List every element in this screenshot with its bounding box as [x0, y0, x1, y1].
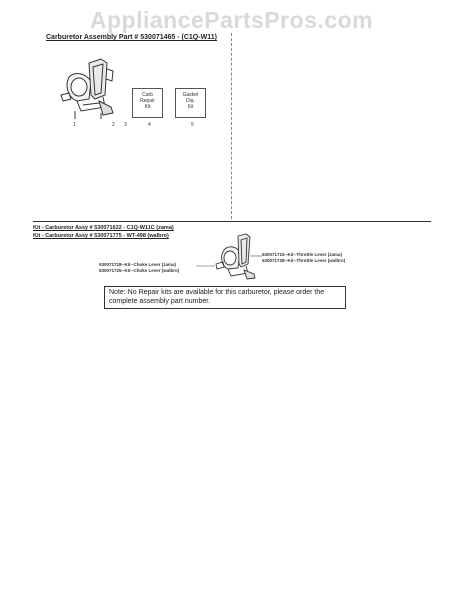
repair-kit-note: Note: No Repair kits are available for this carburetor, please order the complete assembly part number. — [104, 286, 346, 309]
callout-3: 3 — [124, 122, 127, 128]
carb-repair-kit-line: Repair — [140, 98, 155, 104]
choke-lever-label-zama: 530071718--Kit--Choke Lever (zama) — [99, 262, 177, 267]
carb-repair-kit-line: Carb — [142, 92, 153, 98]
gasket-dia-kit-line: Gasket — [182, 92, 199, 98]
gasket-dia-kit-line: Kit — [187, 104, 194, 110]
kit-carburetor-assy-walbro: Kit - Carburetor Assy # 530071775 - WT-498 (walbro) — [33, 233, 169, 239]
callout-4: 4 — [148, 122, 151, 128]
carb-repair-kit-line: Kit — [144, 104, 151, 110]
throttle-lever-label-walbro: 530071728--Kit--Throttle Lever (walbro) — [262, 258, 346, 263]
callout-5: 5 — [191, 122, 194, 128]
throttle-lever-label-zama: 530071715--Kit--Throttle Lever (zama) — [262, 252, 343, 257]
carburetor-assembly-title: Carburetor Assembly Part # 530071465 - (C1Q-W11) — [46, 34, 217, 41]
callout-2: 2 — [112, 122, 115, 128]
site-watermark: AppliancePartsPros.com — [89, 7, 374, 33]
gasket-dia-kit-line: Dia. — [186, 98, 195, 104]
kit-carburetor-assy-zama: Kit - Carburetor Assy # 530071632 - C1Q-W11C (zama) — [33, 225, 174, 231]
callout-1: 1 — [73, 122, 76, 128]
choke-lever-label-walbro: 530071725--Kit--Choke Lever (walbro) — [99, 268, 180, 273]
